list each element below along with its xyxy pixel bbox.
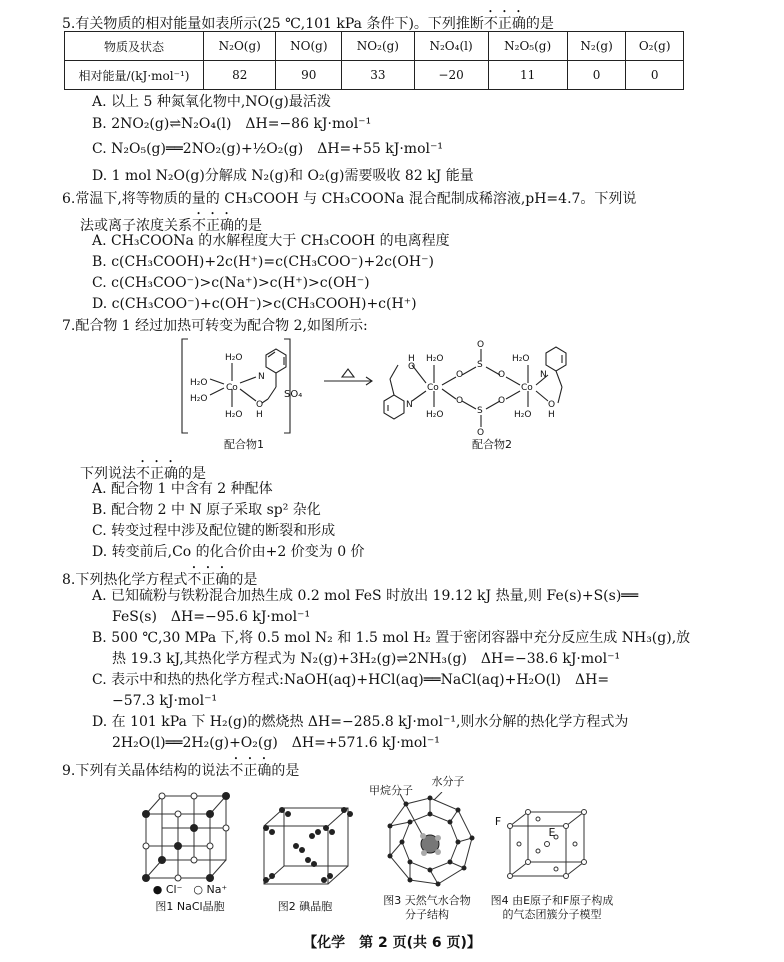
q6-option-b: B. c(CH₃COOH)+2c(H⁺)=c(CH₃COO⁻)+2c(OH⁻) bbox=[92, 254, 434, 270]
q8-option-d-line2: 2H₂O(l)══2H₂(g)+O₂(g) ΔH=+571.6 kJ·mol⁻¹ bbox=[112, 735, 440, 751]
table-cell: 11 bbox=[488, 61, 567, 90]
table-header-cell: N₂(g) bbox=[567, 32, 626, 61]
table-cell: 90 bbox=[276, 61, 342, 90]
table-header-cell: NO₂(g) bbox=[342, 32, 414, 61]
q8-stem-tail: 的是 bbox=[229, 572, 258, 588]
q8-option-b-line2: 热 19.3 kJ,其热化学方程式为 N₂(g)+3H₂(g)⇌2NH₃(g) ΔH=−38.6 kJ·mol⁻¹ bbox=[112, 651, 621, 667]
svg-text:Co: Co bbox=[226, 383, 238, 393]
fig3-water-label: 水分子 bbox=[431, 775, 465, 788]
q7-option-a: A. 配合物 1 中含有 2 种配体 bbox=[92, 481, 273, 497]
q8-option-c-line1: C. 表示中和热的热化学方程式:NaOH(aq)+HCl(aq)══NaCl(aq)+H₂O(l) ΔH= bbox=[92, 672, 610, 688]
svg-text:H₂O: H₂O bbox=[514, 410, 532, 420]
q6-stem-text: 法或离子浓度关系 bbox=[80, 218, 192, 234]
table-row bbox=[65, 61, 684, 90]
q6-stem-line1: 6.常温下,将等物质的量的 CH₃COOH 与 CH₃COONa 混合配制成稀溶液,pH=4.7。下列说 bbox=[62, 191, 637, 207]
q7-lead-text: 下列说法 bbox=[80, 466, 136, 482]
atom-label: H₂O bbox=[190, 378, 208, 388]
atom-label: H₂O bbox=[225, 353, 243, 363]
q7-option-d: D. 转变前后,Co 的化合价由+2 价变为 0 价 bbox=[92, 544, 365, 560]
iodine-unit-cell-figure bbox=[256, 800, 356, 890]
svg-text:S: S bbox=[477, 406, 483, 416]
svg-text:O: O bbox=[456, 396, 464, 406]
q7-option-c: C. 转变过程中涉及配位键的断裂和形成 bbox=[92, 523, 336, 539]
table-cell: 0 bbox=[626, 61, 684, 90]
fig4-label-f: F bbox=[494, 815, 502, 828]
fig1-caption: 图1 NaCl晶胞 bbox=[155, 900, 225, 913]
svg-text:O: O bbox=[498, 370, 506, 380]
table-header-cell: 物质及状态 bbox=[65, 32, 204, 61]
table-header-row bbox=[65, 32, 684, 61]
svg-text:H: H bbox=[548, 410, 555, 420]
q8-option-a-line1: A. 已知硫粉与铁粉混合加热生成 0.2 mol FeS 时放出 19.12 kJ 热量,则 Fe(s)+S(s)══ bbox=[92, 588, 639, 604]
table-header-cell: N₂O₅(g) bbox=[488, 32, 567, 61]
table-header-cell: N₂O₄(l) bbox=[414, 32, 488, 61]
svg-text:H₂O: H₂O bbox=[190, 394, 208, 404]
svg-text:H₂O: H₂O bbox=[426, 354, 444, 364]
q7-lead-emphasis: 不正确 bbox=[136, 466, 178, 482]
svg-text:H₂O: H₂O bbox=[512, 354, 530, 364]
svg-text:O: O bbox=[498, 396, 506, 406]
table-cell: 82 bbox=[204, 61, 276, 90]
q5-option-c: C. N₂O₅(g)══2NO₂(g)+½O₂(g) ΔH=+55 kJ·mol⁻¹ bbox=[92, 141, 443, 157]
svg-text:Co: Co bbox=[427, 383, 439, 393]
table-header-cell: NO(g) bbox=[276, 32, 342, 61]
q6-option-a: A. CH₃COONa 的水解程度大于 CH₃COOH 的电离程度 bbox=[92, 233, 450, 249]
svg-text:O: O bbox=[548, 400, 556, 410]
q8-option-b-line1: B. 500 ℃,30 MPa 下,将 0.5 mol N₂ 和 1.5 mol H₂ 置于密闭容器中充分反应生成 NH₃(g),放 bbox=[92, 630, 691, 646]
q8-option-a-line2: FeS(s) ΔH=−95.6 kJ·mol⁻¹ bbox=[112, 609, 311, 625]
table-row-label: 相对能量/(kJ·mol⁻¹) bbox=[65, 61, 204, 90]
cluster-molecule-model-figure bbox=[500, 806, 592, 882]
svg-text:N: N bbox=[258, 372, 265, 382]
q8-option-c-line2: −57.3 kJ·mol⁻¹ bbox=[112, 693, 218, 709]
q6-stem-tail: 的是 bbox=[234, 218, 262, 234]
energy-table bbox=[64, 31, 684, 90]
svg-text:H₂O: H₂O bbox=[225, 410, 243, 420]
sulfate-label: SO₄ bbox=[284, 389, 303, 400]
q5-option-b: B. 2NO₂(g)⇌N₂O₄(l) ΔH=−86 kJ·mol⁻¹ bbox=[92, 116, 372, 132]
q6-option-c: C. c(CH₃COO⁻)>c(Na⁺)>c(H⁺)>c(OH⁻) bbox=[92, 275, 370, 291]
q9-stem bbox=[62, 755, 299, 781]
svg-text:O: O bbox=[477, 340, 485, 350]
svg-text:S: S bbox=[477, 360, 483, 370]
q7-option-b: B. 配合物 2 中 N 原子采取 sp² 杂化 bbox=[92, 502, 321, 518]
q8-option-d-line1: D. 在 101 kPa 下 H₂(g)的燃烧热 ΔH=−285.8 kJ·mol⁻¹,则水分解的热化学方程式为 bbox=[92, 714, 629, 730]
q5-stem-tail: 的是 bbox=[525, 16, 554, 32]
q5-stem-emphasis: 不正确 bbox=[483, 16, 526, 32]
svg-text:O: O bbox=[256, 400, 264, 410]
complex-1-label: 配合物1 bbox=[224, 438, 264, 451]
table-cell: 0 bbox=[567, 61, 626, 90]
table-header-cell: N₂O(g) bbox=[204, 32, 276, 61]
q7-stem: 7.配合物 1 经过加热可转变为配合物 2,如图所示: bbox=[62, 318, 368, 334]
q5-option-d: D. 1 mol N₂O(g)分解成 N₂(g)和 O₂(g)需要吸收 82 kJ 能量 bbox=[92, 168, 474, 184]
fig4-caption: 图4 由E原子和F原子构成的气态团簇分子模型 bbox=[490, 894, 614, 921]
svg-text:Co: Co bbox=[521, 383, 533, 393]
complex-2-label: 配合物2 bbox=[472, 438, 512, 451]
q6-option-d: D. c(CH₃COO⁻)+c(OH⁻)>c(CH₃COOH)+c(H⁺) bbox=[92, 296, 417, 312]
svg-text:O: O bbox=[477, 428, 485, 438]
q9-stem-emphasis: 不正确 bbox=[229, 763, 272, 779]
svg-text:N: N bbox=[540, 370, 547, 380]
svg-text:H₂O: H₂O bbox=[426, 410, 444, 420]
gas-hydrate-structure-figure bbox=[380, 792, 480, 892]
q7-lead-tail: 的是 bbox=[178, 466, 206, 482]
svg-text:N: N bbox=[406, 400, 413, 410]
nacl-unit-cell-figure bbox=[140, 790, 232, 882]
q8-stem-text: 8.下列热化学方程式 bbox=[62, 572, 188, 588]
fig3-caption: 图3 天然气水合物分子结构 bbox=[383, 894, 471, 921]
svg-text:O: O bbox=[408, 362, 416, 372]
svg-text:H: H bbox=[256, 410, 263, 420]
table-cell: −20 bbox=[414, 61, 488, 90]
q5-option-a: A. 以上 5 种氮氧化物中,NO(g)最活泼 bbox=[92, 94, 331, 110]
q9-stem-text: 9.下列有关晶体结构的说法 bbox=[62, 763, 230, 779]
q6-stem-emphasis: 不正确 bbox=[192, 218, 234, 234]
table-header-cell: O₂(g) bbox=[626, 32, 684, 61]
svg-text:O: O bbox=[456, 370, 464, 380]
fig1-legend: ● Cl⁻ ○ Na⁺ bbox=[152, 883, 228, 896]
q8-stem-emphasis: 不正确 bbox=[187, 572, 230, 588]
fig2-caption: 图2 碘晶胞 bbox=[277, 900, 333, 913]
fig3-methane-label: 甲烷分子 bbox=[369, 784, 413, 797]
page-footer: 【化学 第 2 页(共 6 页)】 bbox=[303, 935, 481, 951]
fig4-label-e: E bbox=[548, 826, 556, 839]
q5-stem-text: 5.有关物质的相对能量如表所示(25 ℃,101 kPa 条件下)。下列推断 bbox=[62, 16, 484, 32]
table-cell: 33 bbox=[342, 61, 414, 90]
svg-text:H: H bbox=[408, 354, 415, 364]
q9-stem-tail: 的是 bbox=[271, 763, 300, 779]
